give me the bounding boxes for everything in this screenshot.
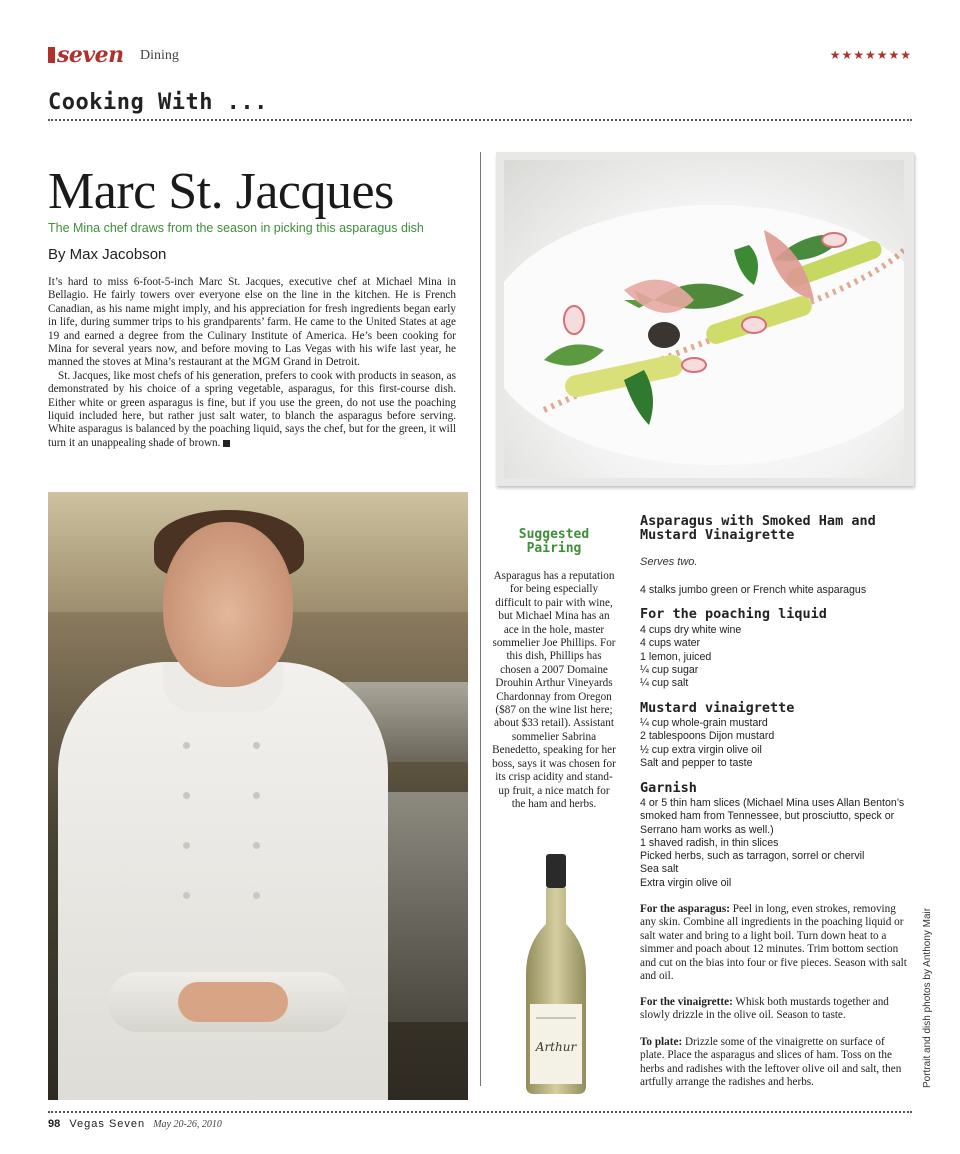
method-step bbox=[640, 903, 910, 983]
article-paragraph-text: St. Jacques, like most chefs of his generation, prefers to cook with products in season, as demonstrated by his choice of a spring vegetable, asparagus, for this first-course dish. Either white or green asparagus is fine, but if you use the green, do not use the poaching liquid included here, but rather just salt water, to blanch the asparagus before serving. White asparagus is balanced by the poaching liquid, says the chef, but for the green, it will turn it an unappealing shade of brown. bbox=[48, 369, 456, 449]
ingredient-list-vinaigrette bbox=[640, 717, 910, 770]
jacket-button bbox=[253, 842, 260, 849]
stars-ornament: ★★★★★★★ bbox=[829, 48, 912, 62]
method-step bbox=[640, 996, 910, 1023]
photo-credit: Portrait and dish photos by Anthony Mair bbox=[922, 907, 933, 1088]
pairing-title: Suggested Pairing bbox=[518, 527, 590, 556]
chef-face bbox=[163, 522, 293, 687]
method-step-label: For the vinaigrette: bbox=[640, 996, 733, 1008]
seven-logo bbox=[48, 42, 124, 68]
chef-jacket bbox=[58, 662, 388, 1100]
page-footer bbox=[48, 1118, 222, 1130]
plated-asparagus-illustration bbox=[504, 160, 904, 478]
jacket-button bbox=[253, 892, 260, 899]
ingredient-list-garnish bbox=[640, 797, 912, 890]
logo-text: seven bbox=[57, 42, 124, 68]
jacket-button bbox=[253, 792, 260, 799]
publication-name: Vegas Seven bbox=[69, 1118, 146, 1130]
method-step-text: Whisk both mustards together and slowly drizzle in the olive oil. Season to taste. bbox=[640, 996, 889, 1022]
method-step-text: Drizzle some of the vinaigrette on surface of plate. Place the asparagus and slices of ham. Toss on the herbs and radishes with the leftover olive oil and salt, then artfully arrange the radishes and herbs. bbox=[640, 1036, 902, 1089]
article-deck: The Mina chef draws from the season in picking this asparagus dish bbox=[48, 221, 424, 235]
jacket-button bbox=[183, 742, 190, 749]
kitchen-equipment bbox=[378, 792, 468, 1022]
recipe-title: Asparagus with Smoked Ham and Mustard Vinaigrette bbox=[640, 513, 876, 543]
recipe-main-ingredient: 4 stalks jumbo green or French white asparagus bbox=[640, 584, 867, 596]
article-paragraph: It’s hard to miss 6-foot-5-inch Marc St. Jacques, executive chef at Michael Mina in Bellagio. He fairly towers over everyone else on the line in the kitchen. He is French Canadian, as his name might imply, and his appreciation for fresh ingredients began early in life, during summer trips to his grandparents’ farm. He came to the United States at age 19 and earned a degree from the Culinary Institute of America. He’s been cooking for Mina for several years now, and before moving to Las Vegas with his wife last year, he manned the stoves at Mina’s restaurant at the MGM Grand in Detroit. bbox=[48, 276, 456, 369]
bottle-label-text: Arthur bbox=[535, 1040, 577, 1054]
recipe-section-heading: Mustard vinaigrette bbox=[640, 700, 795, 716]
dish-photo-frame bbox=[496, 152, 914, 486]
pairing-text: Asparagus has a reputation for being especially difficult to pair with wine, but Michael Mina has an ace in the hole, master sommelier Joe Phillips. For this dish, Phillips has chosen a 2007 Domaine Drouhin Arthur Vineyards Chardonnay from Oregon ($87 on the wine list here; about $33 retail). Assistant sommelier Sabrina Benedetto, speaking for her boss, says it was chosen for its crisp acidity and stand-up fruit, a nice match for the ham and herbs. bbox=[492, 570, 616, 810]
section-label: Dining bbox=[140, 48, 179, 63]
method-step bbox=[640, 1036, 910, 1090]
article-body bbox=[48, 276, 456, 450]
dish-photo bbox=[504, 160, 904, 478]
bottom-dotted-rule bbox=[48, 1111, 912, 1113]
ingredient-item: 2 tablespoons Dijon mustard bbox=[640, 730, 775, 743]
wine-bottle-photo bbox=[522, 854, 590, 1096]
method-step-label: For the asparagus: bbox=[640, 903, 730, 915]
ingredient-item: Picked herbs, such as tarragon, sorrel or chervil bbox=[640, 850, 865, 863]
ingredient-item: ¼ cup whole-grain mustard bbox=[640, 717, 768, 729]
jacket-button bbox=[183, 842, 190, 849]
article-byline: By Max Jacobson bbox=[48, 246, 167, 263]
recipe-section-heading: Garnish bbox=[640, 780, 697, 796]
ingredient-item: Salt and pepper to taste bbox=[640, 756, 753, 769]
recipe-section-heading: For the poaching liquid bbox=[640, 606, 827, 622]
ingredient-item: Sea salt bbox=[640, 863, 679, 876]
ingredient-item: ¼ cup sugar bbox=[640, 663, 699, 676]
column-divider bbox=[480, 152, 481, 1086]
top-dotted-rule bbox=[48, 119, 912, 121]
article-headline: Marc St. Jacques bbox=[48, 163, 394, 220]
recipe-serves: Serves two. bbox=[640, 556, 698, 568]
ingredient-item: ¼ cup salt bbox=[640, 677, 689, 690]
chef-hands bbox=[178, 982, 288, 1022]
ingredient-item: 4 cups water bbox=[640, 637, 701, 650]
ingredient-item: 1 shaved radish, in thin slices bbox=[640, 836, 779, 849]
end-mark-icon bbox=[223, 440, 230, 447]
chef-portrait-photo bbox=[48, 492, 468, 1100]
issue-date: May 20-26, 2010 bbox=[153, 1119, 222, 1130]
logo-bar bbox=[48, 47, 55, 63]
ingredient-item: 4 or 5 thin ham slices (Michael Mina uses Allan Benton’s smoked ham from Tennessee, but prosciutto, speck or Serrano ham works as well.) bbox=[640, 797, 905, 836]
page-number: 98 bbox=[48, 1118, 61, 1130]
article-paragraph bbox=[48, 370, 456, 450]
column-kicker: Cooking With ... bbox=[48, 90, 268, 115]
ingredient-item: ½ cup extra virgin olive oil bbox=[640, 743, 762, 756]
jacket-button bbox=[183, 892, 190, 899]
ingredient-item: Extra virgin olive oil bbox=[640, 876, 732, 889]
ingredient-item: 1 lemon, juiced bbox=[640, 650, 712, 663]
wine-bottle-illustration bbox=[522, 854, 590, 1096]
jacket-button bbox=[253, 742, 260, 749]
jacket-button bbox=[183, 792, 190, 799]
ingredient-item: 4 cups dry white wine bbox=[640, 624, 742, 636]
method-step-label: To plate: bbox=[640, 1036, 683, 1048]
method-step-text: Peel in long, even strokes, removing any skin. Combine all ingredients in the poaching liquid or salt water and bring to a light boil. Turn down heat to a simmer and poach about 12 minutes. Trim bottom section and cut on the bias into four or five pieces. Season with salt and oil. bbox=[640, 903, 907, 983]
ingredient-list-poaching bbox=[640, 624, 910, 690]
